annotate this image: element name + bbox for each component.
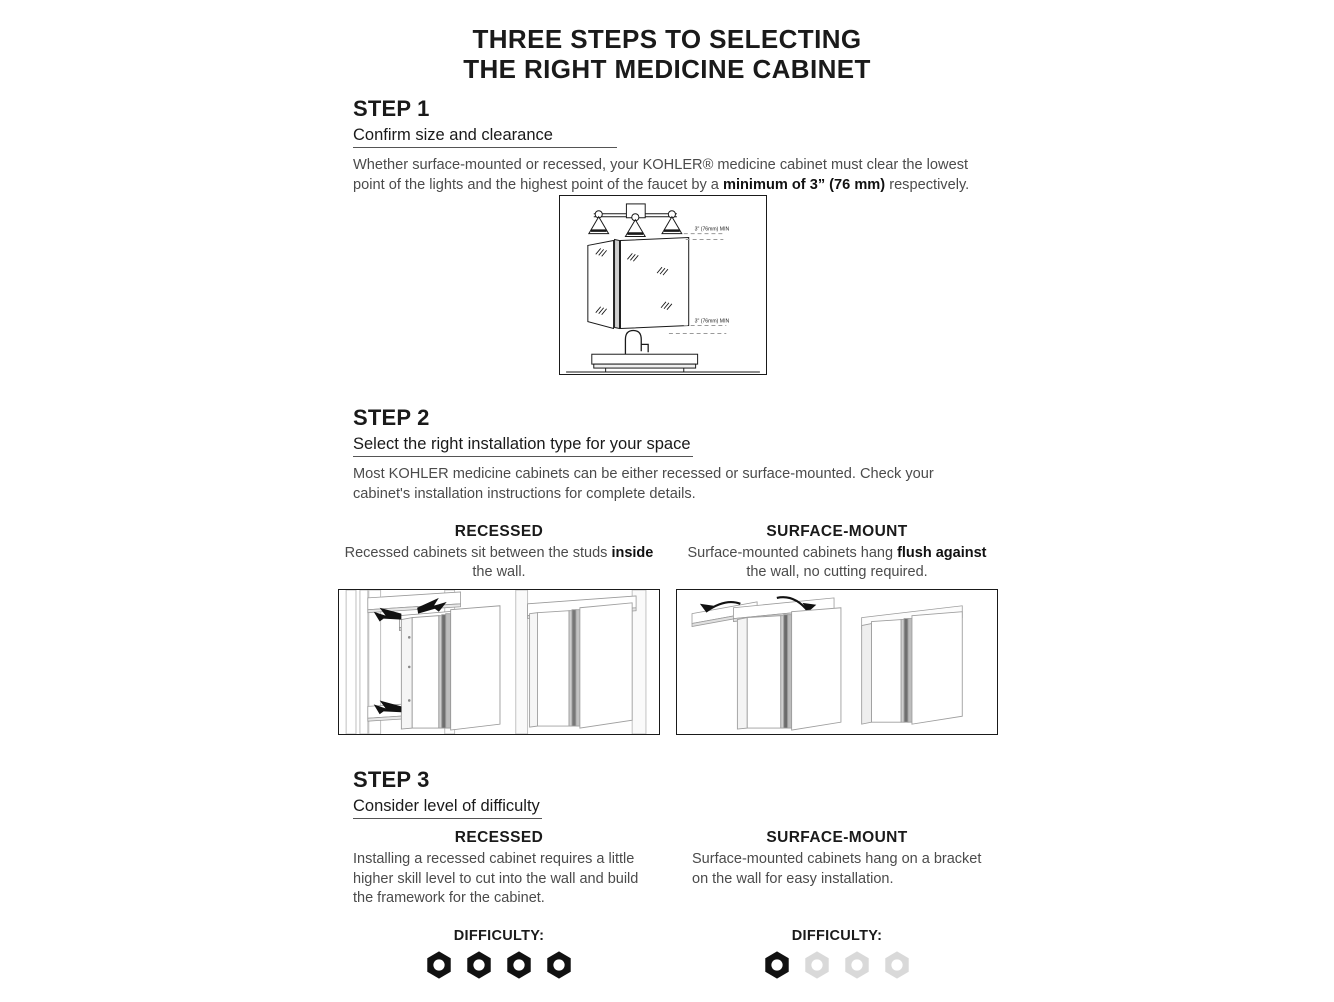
step-2-recessed-caption-after: the wall. bbox=[472, 564, 526, 580]
recessed-difficulty-hex-row bbox=[338, 950, 660, 980]
surface-difficulty-label: DIFFICULTY: bbox=[791, 928, 883, 944]
step-1-body-after: respectively. bbox=[885, 176, 970, 193]
recessed-installation-diagram bbox=[338, 589, 660, 735]
difficulty-hex-filled bbox=[762, 950, 792, 980]
step-2-surface-heading: SURFACE-MOUNT bbox=[766, 523, 908, 540]
difficulty-hex-empty bbox=[882, 950, 912, 980]
difficulty-hex-filled bbox=[504, 950, 534, 980]
surface-difficulty-meter bbox=[676, 928, 998, 980]
recessed-difficulty-label: DIFFICULTY: bbox=[453, 928, 545, 944]
surface-difficulty-hex-row bbox=[676, 950, 998, 980]
step-1-heading: STEP 1 bbox=[353, 96, 430, 121]
step-3-surface-heading: SURFACE-MOUNT bbox=[766, 829, 908, 846]
step-1-body-before: Whether surface-mounted or recessed, your KOHLER® medicine cabinet must clear the lowest point of the lights and the highest point of the faucet by a bbox=[353, 157, 969, 193]
difficulty-hex-empty bbox=[802, 950, 832, 980]
step-2-body: Most KOHLER medicine cabinets can be either recessed or surface-mounted. Check your cabinet's installation instructions for complete details. bbox=[353, 466, 934, 502]
title-line-1: THREE STEPS TO SELECTING bbox=[472, 24, 862, 54]
step-1-subheading: Confirm size and clearance bbox=[353, 125, 617, 148]
step-1-body bbox=[353, 156, 978, 195]
step-2-recessed-caption-bold: inside bbox=[611, 545, 654, 561]
step-3-heading: STEP 3 bbox=[353, 767, 430, 792]
step-3-subheading: Consider level of difficulty bbox=[353, 796, 542, 819]
step-3-section bbox=[353, 767, 993, 819]
surface-mount-installation-diagram bbox=[676, 589, 998, 735]
step-1-dim-bottom-label: 3" (76mm) MIN bbox=[694, 318, 730, 325]
step-2-section bbox=[353, 405, 993, 504]
step-2-surface-caption-bold: flush against bbox=[897, 545, 987, 561]
step-3-recessed-heading: RECESSED bbox=[454, 829, 544, 846]
step-3-surface-body: Surface-mounted cabinets hang on a bracket on the wall for easy installation. bbox=[692, 851, 982, 887]
step-2-recessed-caption-before: Recessed cabinets sit between the studs bbox=[344, 545, 612, 561]
step-2-heading: STEP 2 bbox=[353, 405, 430, 430]
step-1-body-bold: minimum of 3” (76 mm) bbox=[722, 176, 886, 193]
title-line-2: THE RIGHT MEDICINE CABINET bbox=[463, 54, 871, 84]
difficulty-hex-empty bbox=[842, 950, 872, 980]
step-2-surface-caption-before: Surface-mounted cabinets hang bbox=[687, 545, 898, 561]
step-1-dim-top-label: 3" (76mm) MIN bbox=[694, 226, 730, 233]
step-2-recessed-caption bbox=[338, 544, 660, 582]
step-2-recessed-heading: RECESSED bbox=[454, 523, 544, 540]
page-title bbox=[0, 24, 1334, 84]
step-1-clearance-diagram bbox=[559, 195, 767, 375]
step-2-surface-caption-after: the wall, no cutting required. bbox=[746, 564, 928, 580]
recessed-difficulty-meter bbox=[338, 928, 660, 980]
difficulty-hex-filled bbox=[544, 950, 574, 980]
difficulty-hex-filled bbox=[464, 950, 494, 980]
step-2-subheading: Select the right installation type for your space bbox=[353, 434, 693, 457]
step-2-surface-caption bbox=[676, 544, 998, 582]
step-1-section bbox=[353, 96, 993, 195]
difficulty-hex-filled bbox=[424, 950, 454, 980]
step-3-recessed-body: Installing a recessed cabinet requires a little higher skill level to cut into the wall and build the framework for the cabinet. bbox=[353, 851, 639, 906]
